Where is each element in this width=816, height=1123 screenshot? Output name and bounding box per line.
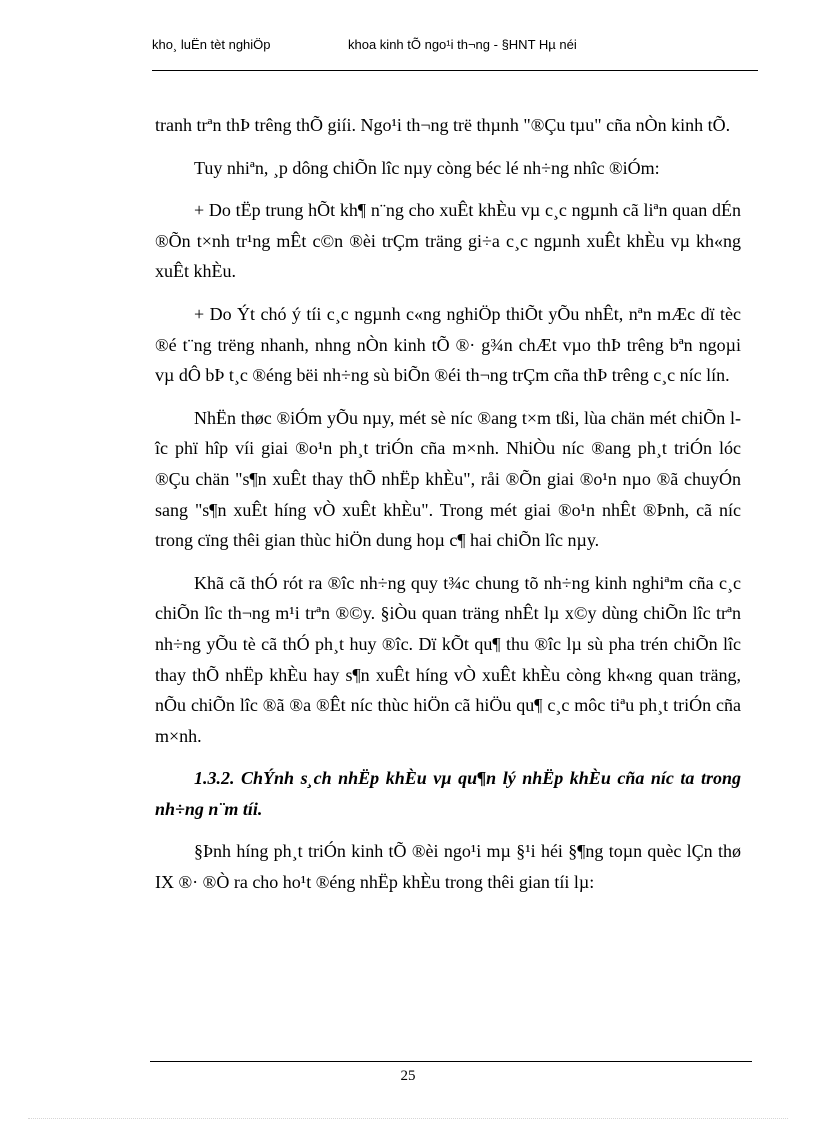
paragraph-1: tranh trªn thÞ trêng thÕ giíi. Ngo¹i th¬ng trë thµnh "®Çu tµu" cña nÒn kinh tÕ. [155, 115, 731, 135]
page-header [152, 37, 758, 57]
document-body [155, 110, 741, 910]
section-heading: 1.3.2. ChÝnh s¸ch nhËp khÈu vµ qu¶n lý nhËp khÈu cña níc ta trong nh÷ng n¨m tíi. [155, 768, 741, 819]
header-divider [152, 70, 758, 71]
header-thesis-label: kho¸ luËn tèt nghiÖp [152, 37, 271, 52]
header-faculty-label: khoa kinh tÕ ngo¹i th¬ng - §HNT Hµ néi [348, 37, 577, 52]
footer-divider [150, 1061, 752, 1062]
paragraph-5: NhËn thøc ®iÓm yÕu nµy, mét sè níc ®ang t×m tßi, lùa chän mét chiÕn lîc phï hîp víi giai ®o¹n ph¸t triÓn cña m×nh. NhiÒu níc ®ang ph¸t triÓn lóc ®Çu chän "s¶n xuÊt thay thÕ nhËp khÈu", råi ®Õn giai ®o¹n nµo ®ã chuyÓn sang "s¶n xuÊt híng vÒ xuÊt khÈu". Trong mét giai ®o¹n nhÊt ®Þnh, cã níc trong cïng thêi gian thùc hiÖn dung hoµ c¶ hai chiÕn lîc nµy. [155, 407, 741, 551]
paragraph-6: Khã cã thÓ rót ra ®îc nh÷ng quy t¾c chung tõ nh÷ng kinh nghiªm cña c¸c chiÕn lîc th¬ng m¹i trªn ®©y. §iÒu quan träng nhÊt lµ x©y dùng chiÕn lîc trªn nh÷ng yÕu tè cã thÓ ph¸t huy ®îc. Dï kÕt qu¶ thu ®îc lµ sù pha trén chiÕn lîc thay thÕ nhËp khÈu hay s¶n xuÊt híng vÒ xuÊt khÈu còng kh«ng quan träng, nÕu chiÕn lîc ®ã ®a ®Êt níc thùc hiÖn cã hiÖu qu¶ c¸c môc tiªu ph¸t triÓn cña m×nh. [155, 572, 741, 746]
paragraph-2: Tuy nhiªn, ¸p dông chiÕn lîc nµy còng béc lé nh÷ng nhîc ®iÓm: [194, 157, 660, 178]
page-edge-dotted-line [28, 1118, 788, 1119]
page-number: 25 [400, 1068, 416, 1084]
paragraph-4: + Do Ýt chó ý tíi c¸c ngµnh c«ng nghiÖp thiÕt yÕu nhÊt, nªn mÆc dï tèc ®é t¨ng trëng nhanh, nhng nÒn kinh tÕ ®· g¾n chÆt vµo thÞ trêng bªn ngoµi vµ dÔ bÞ t¸c ®éng bëi nh÷ng sù biÕn ®éi th¬ng trÇm cña thÞ trêng c¸c níc lín. [155, 303, 741, 386]
paragraph-7: §Þnh híng ph¸t triÓn kinh tÕ ®èi ngo¹i mµ §¹i héi §¶ng toµn quèc lÇn thø IX ®· ®Ò ra cho ho¹t ®éng nhËp khÈu trong thêi gian tíi lµ: [155, 841, 741, 893]
paragraph-3: + Do tËp trung hÕt kh¶ n¨ng cho xuÊt khÈu vµ c¸c ngµnh cã liªn quan dÉn ®Õn t×nh tr¹ng mÊt c©n ®èi trÇm träng gi÷a c¸c ngµnh xuÊt khÈu vµ kh«ng xuÊt khÈu. [155, 200, 741, 282]
